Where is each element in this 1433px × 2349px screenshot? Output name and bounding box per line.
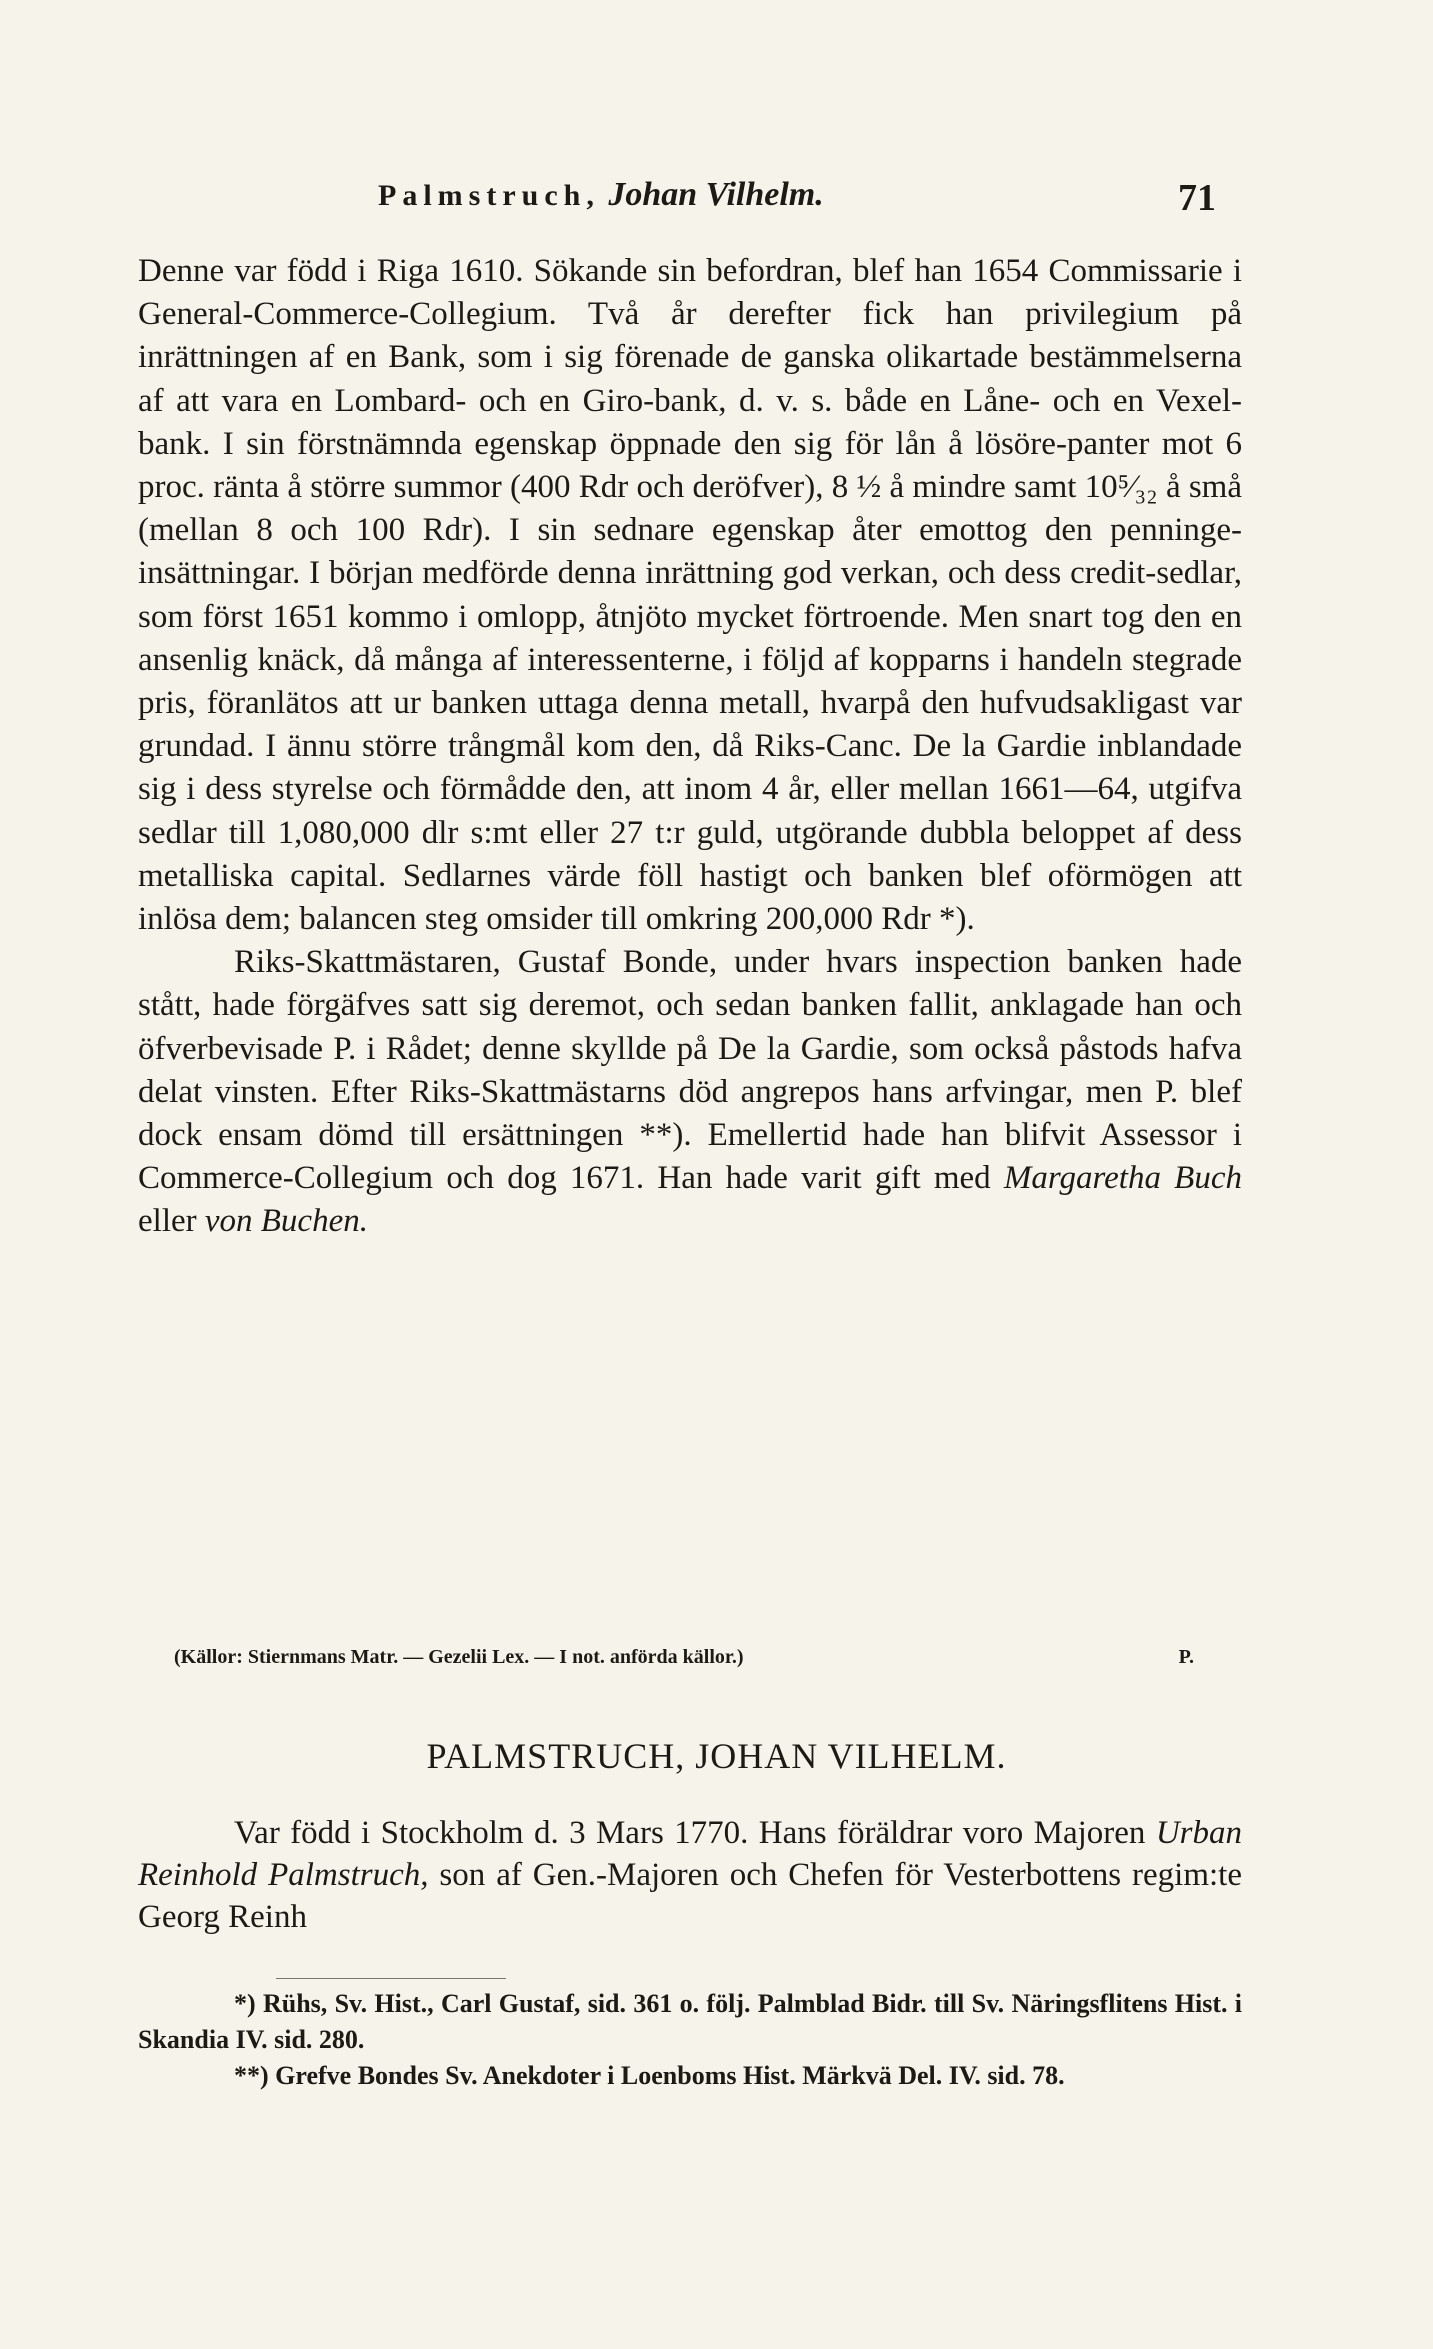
wife-name: Margaretha Buch xyxy=(1003,1160,1242,1197)
father-name: Urban Reinhold Palmstruch, xyxy=(138,1815,1242,1893)
paragraph xyxy=(138,1812,1242,1938)
footnote-rule xyxy=(276,1978,506,1979)
biography-body xyxy=(138,250,1242,1244)
paragraph xyxy=(138,941,1242,1243)
paragraph: Denne var född i Riga 1610. Sökande sin befordran, blef han 1654 Commissarie i General-Commerce-Collegium. Två år derefter fick han privilegium på inrättningen af en Bank, som i sig förenade de ganska olikartade bestämmelserna af att vara en Lombard- och en Giro-bank, d. v. s. både en Låne- och en Vexel-bank. I sin förstnämnda egenskap öppnade den sig för lån å lösöre-panter mot 6 proc. ränta å större summor (400 Rdr och deröfver), 8 ½ å mindre samt 10⁵⁄₃₂ å små (mellan 8 och 100 Rdr). I sin sednare egenskap åter emottog den penninge-insättningar. I början medförde denna inrättning god verkan, och dess credit-sedlar, som först 1651 kommo i omlopp, åtnjöto mycket förtroende. Men snart tog den en ansenlig knäck, då många af interessenterne, i följd af kopparns i handeln stegrade pris, föranlätos att ur banken uttaga denna metall, hvarpå den hufvudsakligast var grundad. I ännu större trångmål kom den, då Riks-Canc. De la Gardie inblandade sig i dess styrelse och förmådde den, att inom 4 år, eller mellan 1661—64, utgifva sedlar till 1,080,000 dlr s:mt eller 27 t:r guld, utgörande dubbla beloppet af dess metalliska capital. Sedlarnes värde föll hastigt och banken blef oförmögen att inlösa dem; balancen steg omsider till omkring 200,000 Rdr *). xyxy=(138,253,1242,938)
page-header xyxy=(0,176,1433,226)
sources-text: (Källor: Stiernmans Matr. — Gezelii Lex. — I not. anförda källor.) xyxy=(174,1646,744,1668)
page-number: 71 xyxy=(1178,177,1216,219)
footnotes xyxy=(138,1986,1242,2094)
article-heading: PALMSTRUCH, JOHAN VILHELM. xyxy=(426,1736,1007,1776)
paragraph-text: Var född i Stockholm d. 3 Mars 1770. Hans föräldrar voro Majoren xyxy=(234,1815,1146,1851)
paragraph-text: son af Gen.-Majoren och Chefen för Vesterbottens regim:te Georg Reinh xyxy=(138,1857,1242,1935)
footnote: *) Rühs, Sv. Hist., Carl Gustaf, sid. 361 o. följ. Palmblad Bidr. till Sv. Näringsflitens Hist. i Skandia IV. sid. 280. xyxy=(138,1989,1242,2054)
author-initial: P. xyxy=(1178,1646,1194,1668)
running-head-forenames: Johan Vilhelm. xyxy=(608,176,824,213)
running-head xyxy=(378,176,824,214)
footnote: **) Grefve Bondes Sv. Anekdoter i Loenboms Hist. Märkvä Del. IV. sid. 78. xyxy=(234,2061,1065,2090)
running-head-surname: Palmstruch, xyxy=(378,179,600,212)
sources-note xyxy=(174,1646,1194,1669)
wife-alt-name: von Buchen. xyxy=(204,1203,368,1240)
paragraph-text: Riks-Skattmästaren, Gustaf Bonde, under hvars inspection banken hade stått, hade förgäfves satt sig deremot, och sedan banken fallit, anklagade han och öfverbevisade P. i Rådet; denne skyllde på De la Gardie, som också påstods hafva delat vinsten. Efter Riks-Skattmästarns död angrepos hans arfvingar, men P. blef dock ensam dömd till ersättningen **). Emellertid hade han blifvit Assessor i Commerce-Collegium och dog 1671. Han hade varit gift med xyxy=(138,944,1242,1197)
article-body xyxy=(138,1812,1242,1938)
wife-joiner: eller xyxy=(138,1203,197,1240)
